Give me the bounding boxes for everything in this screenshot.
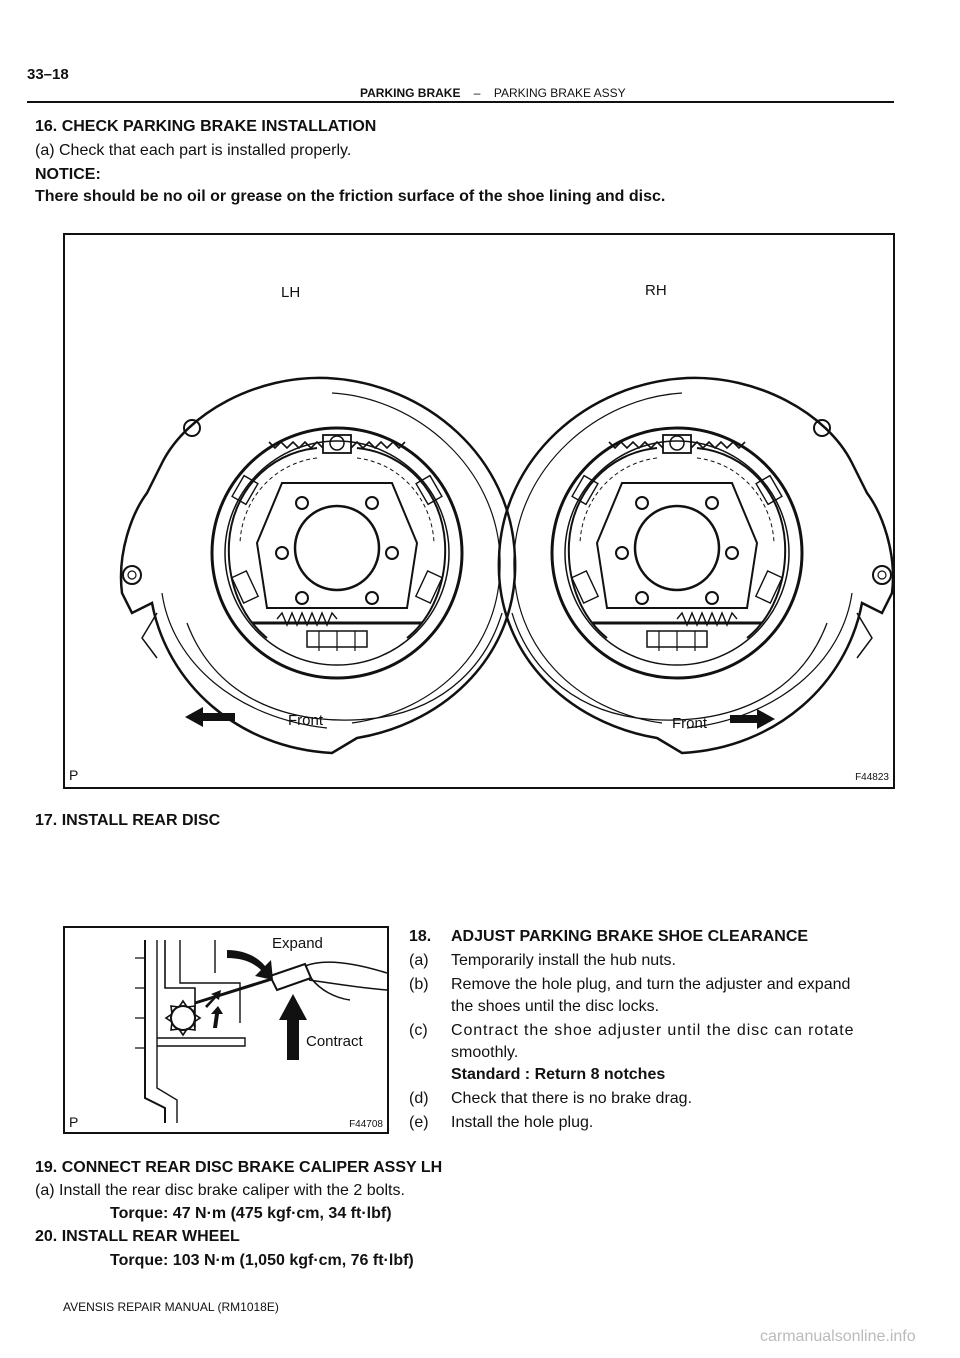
front-arrow-left (185, 707, 235, 727)
step18-title-row (409, 926, 899, 948)
step18-standard: Standard : Return 8 notches (451, 1066, 666, 1083)
label-lh: LH (281, 284, 301, 301)
step18-a-text: Temporarily install the hub nuts. (451, 952, 676, 969)
header-separator: – (473, 86, 481, 100)
notice-text: There should be no oil or grease on the friction surface of the shoe lining and disc. (35, 188, 666, 205)
header-rule (27, 101, 894, 103)
step18-c-line2: smoothly. (451, 1044, 519, 1061)
step18-c-row (409, 1020, 899, 1086)
step18-a-label: (a) (409, 952, 429, 969)
step18-a-row (409, 950, 899, 972)
step18 (409, 926, 899, 1134)
step18-b-text (451, 974, 850, 1018)
step18-c-text (451, 1020, 854, 1086)
manual-footer: AVENSIS REPAIR MANUAL (RM1018E) (63, 1300, 279, 1314)
step18-number: 18. (409, 928, 432, 945)
step18-d-row (409, 1088, 899, 1110)
adjuster-illustration (65, 928, 387, 1132)
page-number: 33–18 (27, 66, 69, 83)
step18-b-label: (b) (409, 976, 429, 993)
step16-a: (a) Check that each part is installed properly. (35, 142, 352, 159)
step19-torque: Torque: 47 N·m (475 kgf·cm, 34 ft·lbf) (110, 1205, 392, 1222)
step18-d-label: (d) (409, 1090, 429, 1107)
label-front-right: Front (672, 715, 708, 732)
step18-title: ADJUST PARKING BRAKE SHOE CLEARANCE (451, 928, 809, 945)
figure1-p-mark: P (69, 767, 79, 783)
figure2-id: F44708 (349, 1119, 383, 1130)
figure-brake-assemblies (63, 233, 895, 789)
brake-lh-drawing (121, 378, 515, 753)
notice-label: NOTICE: (35, 166, 101, 183)
step18-e-label: (e) (409, 1114, 429, 1131)
step18-c-label: (c) (409, 1022, 428, 1039)
step19-title: 19. CONNECT REAR DISC BRAKE CALIPER ASSY LH (35, 1159, 443, 1176)
step20-title: 20. INSTALL REAR WHEEL (35, 1228, 240, 1245)
contract-arrow (279, 994, 307, 1060)
step18-b-row (409, 974, 899, 1018)
brake-assembly-illustration (65, 235, 893, 787)
step17-title: 17. INSTALL REAR DISC (35, 812, 221, 829)
step18-b-line2: the shoes until the disc locks. (451, 998, 660, 1015)
label-contract: Contract (306, 1033, 363, 1050)
label-expand: Expand (272, 935, 323, 952)
figure1-id: F44823 (855, 772, 889, 783)
running-header (360, 86, 626, 100)
step18-e-row (409, 1112, 899, 1134)
step20-torque: Torque: 103 N·m (1,050 kgf·cm, 76 ft·lbf) (110, 1252, 414, 1269)
watermark: carmanualsonline.info (760, 1328, 916, 1345)
figure2-p-mark: P (69, 1114, 79, 1130)
step18-c-line1: Contract the shoe adjuster until the disc can rotate (451, 1022, 855, 1039)
brake-rh-drawing (499, 378, 893, 753)
step18-b-line1: Remove the hole plug, and turn the adjuster and expand (451, 976, 851, 993)
figure-shoe-adjuster (63, 926, 389, 1134)
step16-title: 16. CHECK PARKING BRAKE INSTALLATION (35, 118, 377, 135)
header-subsection: PARKING BRAKE ASSY (493, 86, 626, 100)
step18-d-text: Check that there is no brake drag. (451, 1090, 693, 1107)
expand-arrow (227, 950, 273, 980)
label-front-left: Front (288, 712, 324, 729)
label-rh: RH (645, 282, 667, 299)
step19-a: (a) Install the rear disc brake caliper with the 2 bolts. (35, 1182, 405, 1199)
step18-e-text: Install the hole plug. (451, 1114, 594, 1131)
header-section: PARKING BRAKE (360, 86, 461, 100)
